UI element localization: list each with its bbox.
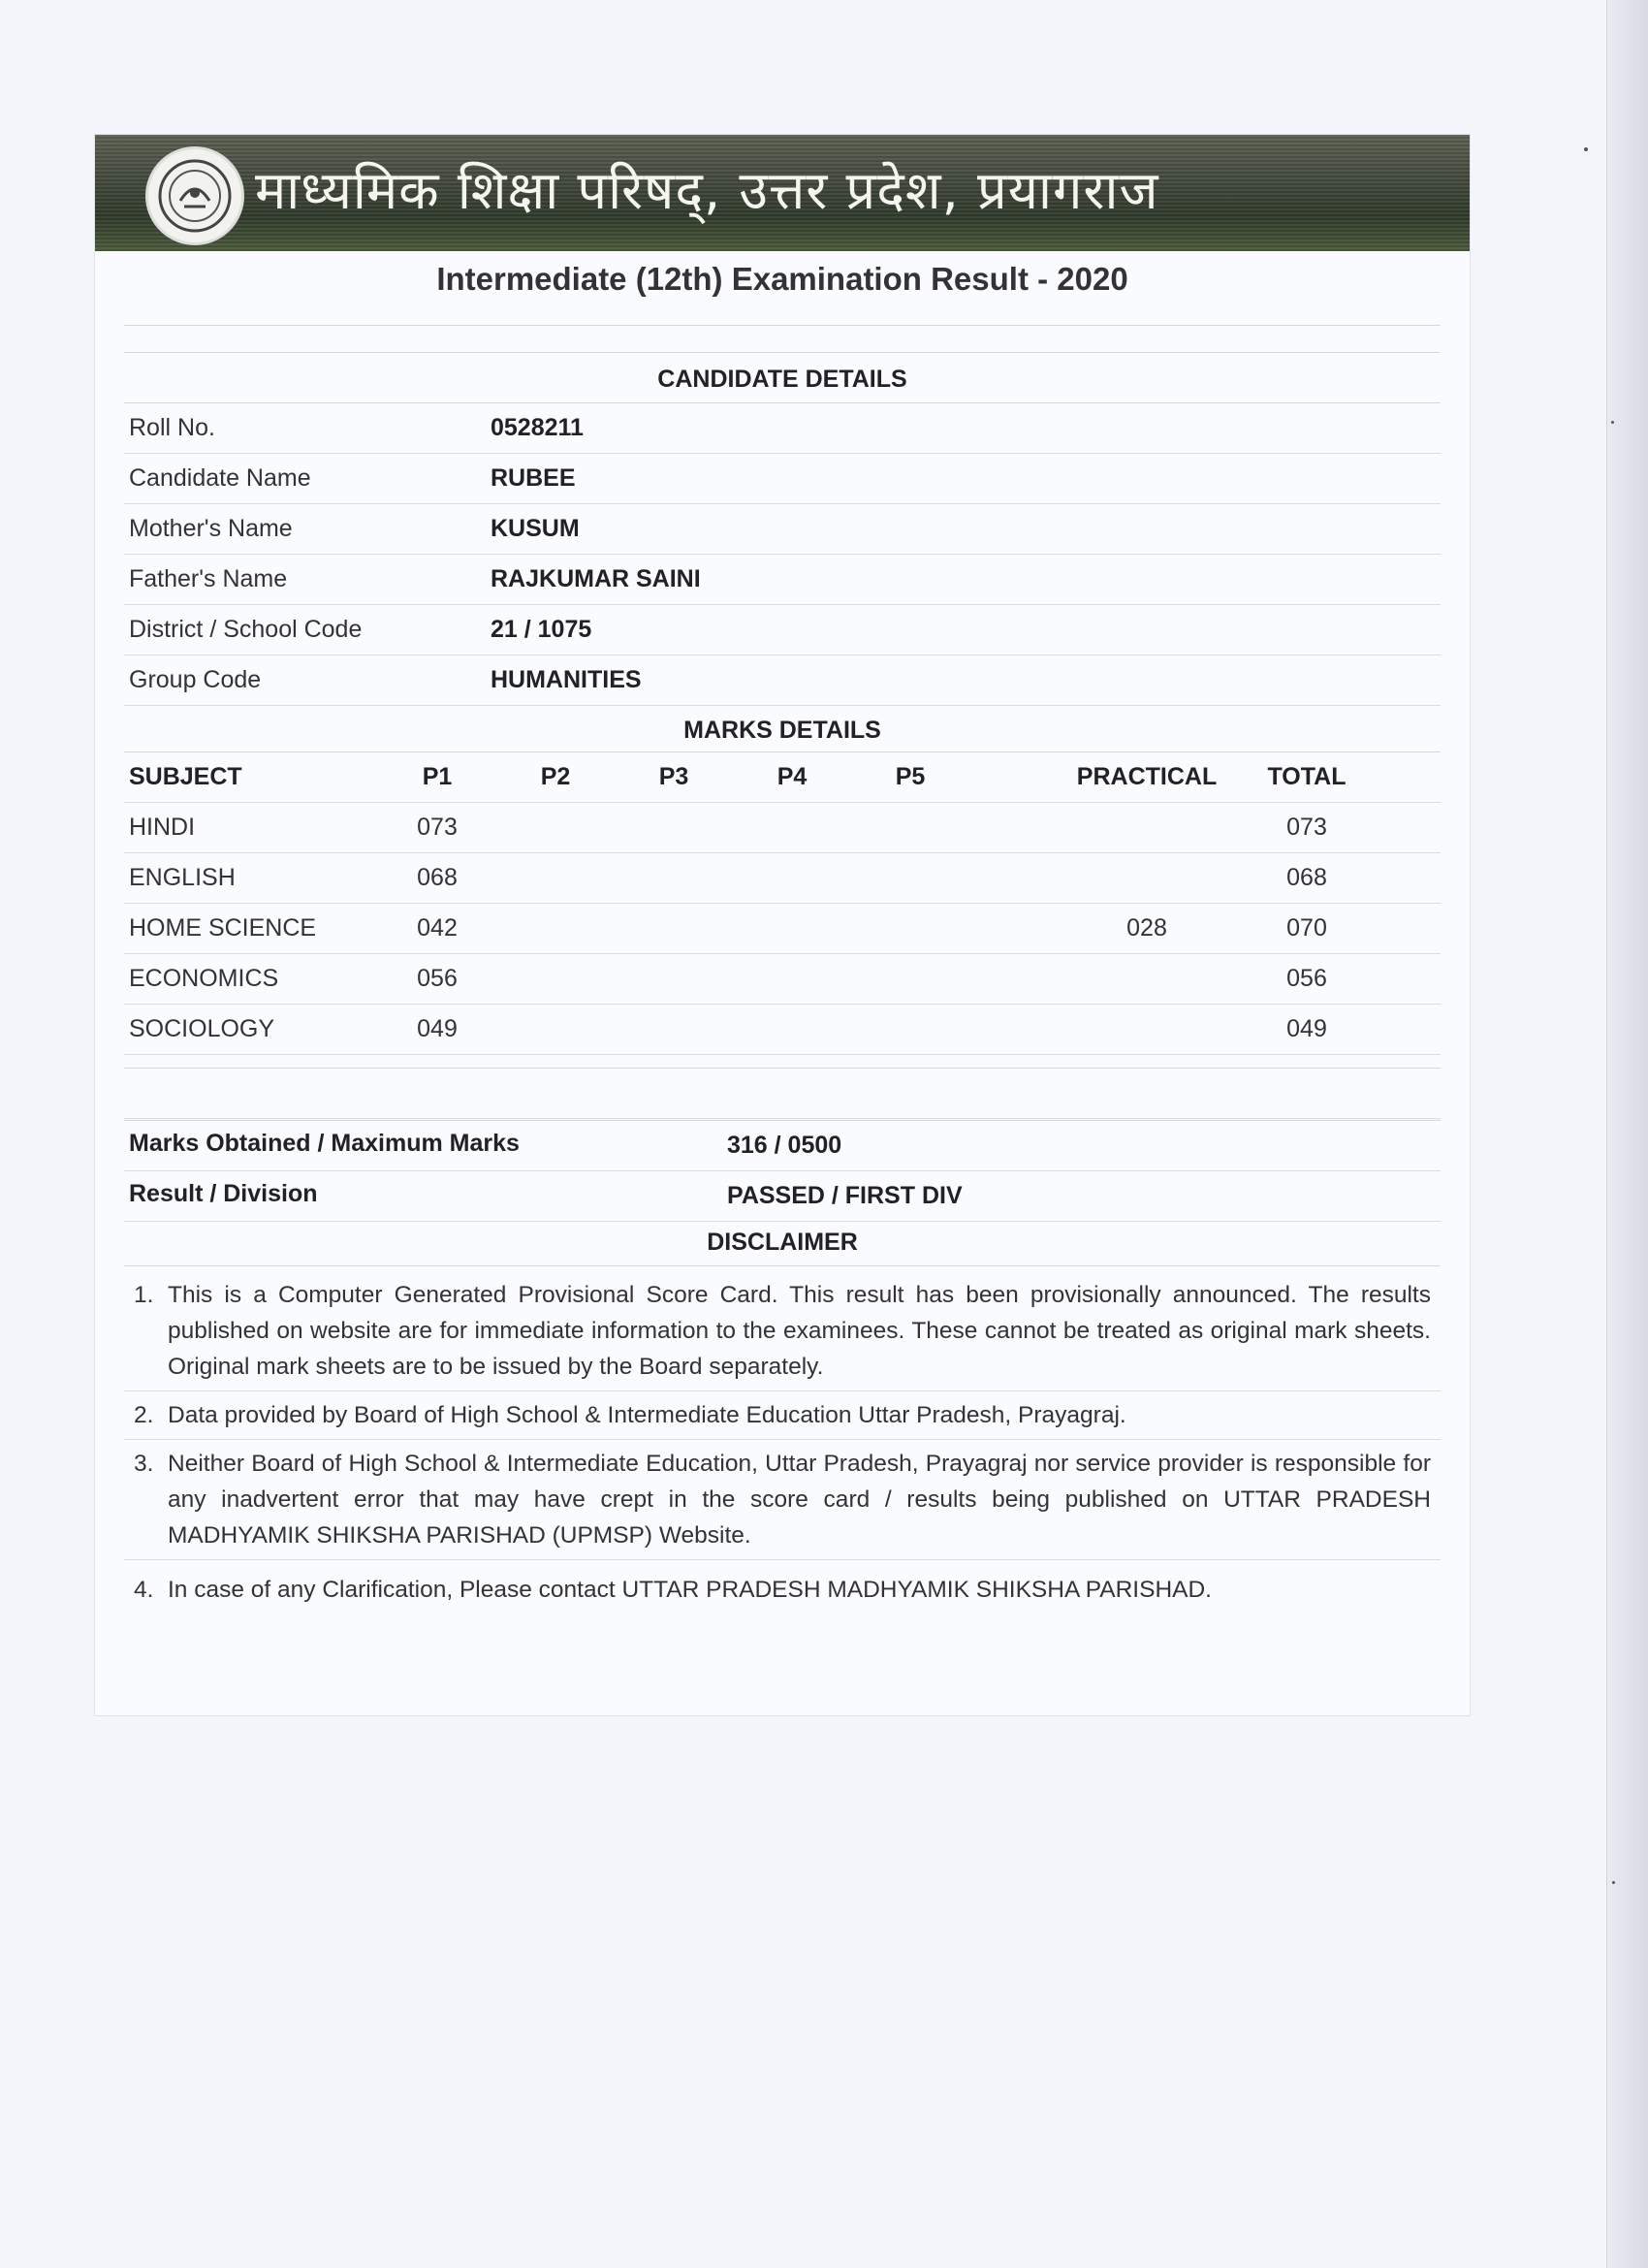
p1-cell: 056 <box>417 965 458 992</box>
disclaimer-text: In case of any Clarification, Please contact UTTAR PRADESH MADHYAMIK SHIKSHA PARISHAD. <box>168 1577 1212 1603</box>
roll-number-row <box>124 402 1441 454</box>
up-state-emblem-icon <box>145 146 244 245</box>
table-row <box>124 852 1441 904</box>
disclaimer-text: This is a Computer Generated Provisional Score Card. This result has been provisionally announced. The results published on website are for immediate information to the examinees. These cannot be treated as original mark sheets. Original mark sheets are to be issued by the Board separately. <box>168 1282 1431 1380</box>
paper-speck <box>1584 147 1588 151</box>
field-label: District / School Code <box>129 616 363 643</box>
field-value: RAJKUMAR SAINI <box>491 565 701 592</box>
p1-cell: 073 <box>417 814 458 841</box>
column-header-p4: P4 <box>776 763 808 790</box>
disclaimer-number: 2. <box>134 1402 154 1428</box>
board-banner <box>95 135 1470 251</box>
field-value: HUMANITIES <box>491 666 642 693</box>
result-division-value: PASSED / FIRST DIV <box>727 1182 963 1209</box>
field-label: Roll No. <box>129 414 215 441</box>
candidate-name-row <box>124 453 1441 504</box>
total-cell: 070 <box>1286 914 1327 942</box>
subject-cell: HOME SCIENCE <box>129 914 317 942</box>
p1-cell: 068 <box>417 864 458 891</box>
total-cell: 073 <box>1286 814 1327 841</box>
subject-cell: SOCIOLOGY <box>129 1015 275 1042</box>
column-header-p2: P2 <box>540 763 571 790</box>
practical-cell: 028 <box>1126 914 1167 942</box>
mother-name-row <box>124 503 1441 555</box>
list-item <box>124 1440 1441 1560</box>
paper-edge <box>1606 0 1648 2268</box>
total-cell: 049 <box>1286 1015 1327 1042</box>
marks-obtained-row <box>124 1120 1441 1171</box>
disclaimer-heading: DISCLAIMER <box>707 1229 858 1256</box>
board-name-hindi: माध्यमिक शिक्षा परिषद्, उत्तर प्रदेश, प्रयागराज <box>255 160 1159 221</box>
result-card <box>94 134 1471 1716</box>
column-header-total: TOTAL <box>1267 763 1347 790</box>
column-header-p1: P1 <box>422 763 453 790</box>
table-row <box>124 802 1441 853</box>
list-item <box>124 1271 1441 1391</box>
column-header-practical: PRACTICAL <box>1076 763 1218 790</box>
disclaimer-number: 1. <box>134 1282 154 1308</box>
field-value: 0528211 <box>491 414 584 441</box>
table-row <box>124 903 1441 954</box>
result-title: Intermediate (12th) Examination Result - 2020 <box>436 261 1128 297</box>
candidate-details-heading: CANDIDATE DETAILS <box>657 366 907 393</box>
field-value: RUBEE <box>491 464 576 492</box>
subject-cell: HINDI <box>129 814 196 841</box>
field-label: Father's Name <box>129 565 288 592</box>
divider <box>124 1068 1441 1069</box>
subject-cell: ECONOMICS <box>129 965 279 992</box>
column-header-p3: P3 <box>658 763 689 790</box>
paper-speck <box>1611 421 1614 424</box>
divider <box>124 1265 1441 1266</box>
list-item <box>124 1391 1441 1440</box>
divider <box>124 1118 1441 1119</box>
divider <box>124 352 1441 353</box>
result-division-label: Result / Division <box>129 1180 318 1207</box>
total-cell: 056 <box>1286 965 1327 992</box>
disclaimer-number: 4. <box>134 1577 154 1603</box>
paper-speck <box>1612 1881 1615 1884</box>
disclaimer-number: 3. <box>134 1451 154 1477</box>
field-value: 21 / 1075 <box>491 616 592 643</box>
group-code-row <box>124 655 1441 706</box>
marks-details-heading: MARKS DETAILS <box>683 717 881 744</box>
list-item <box>124 1566 1441 1613</box>
p1-cell: 049 <box>417 1015 458 1042</box>
table-row <box>124 1004 1441 1055</box>
p1-cell: 042 <box>417 914 458 942</box>
field-label: Candidate Name <box>129 464 311 492</box>
total-cell: 068 <box>1286 864 1327 891</box>
marks-obtained-label: Marks Obtained / Maximum Marks <box>129 1130 520 1157</box>
district-school-code-row <box>124 604 1441 655</box>
column-header-p5: P5 <box>895 763 926 790</box>
divider <box>124 325 1441 326</box>
marks-obtained-value: 316 / 0500 <box>727 1132 842 1159</box>
result-division-row <box>124 1170 1441 1222</box>
table-row <box>124 953 1441 1005</box>
disclaimer-text: Neither Board of High School & Intermediate Education, Uttar Pradesh, Prayagraj nor service provider is responsible for any inadvertent error that may have crept in the score card / results being published on UTTAR PRADESH MADHYAMIK SHIKSHA PARISHAD (UPMSP) Website. <box>168 1451 1431 1549</box>
field-label: Mother's Name <box>129 515 293 542</box>
disclaimer-text: Data provided by Board of High School & Intermediate Education Uttar Pradesh, Prayagraj. <box>168 1402 1126 1428</box>
marks-table-header <box>124 751 1441 803</box>
field-value: KUSUM <box>491 515 580 542</box>
column-header-subject: SUBJECT <box>129 763 242 790</box>
field-label: Group Code <box>129 666 262 693</box>
subject-cell: ENGLISH <box>129 864 236 891</box>
father-name-row <box>124 554 1441 605</box>
